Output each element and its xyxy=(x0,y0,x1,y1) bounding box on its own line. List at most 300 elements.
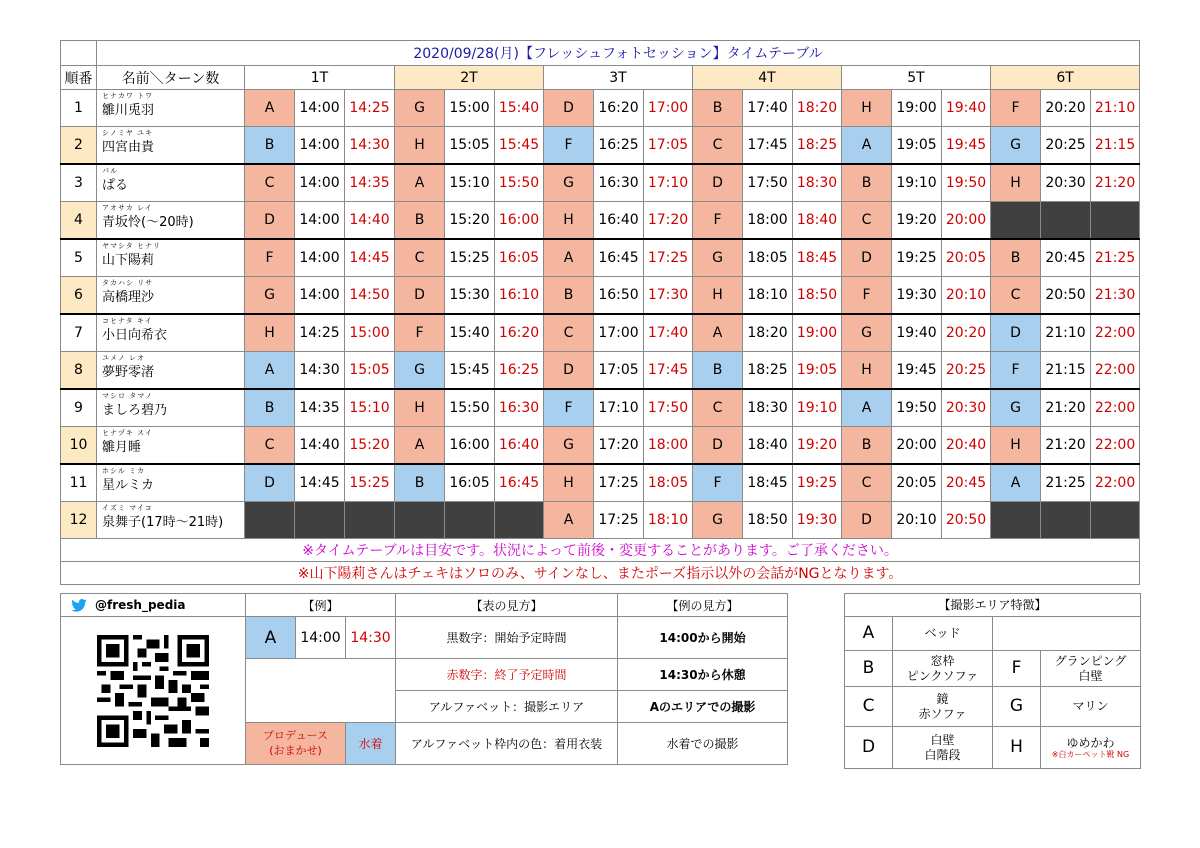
area-letter: C xyxy=(842,464,892,502)
start-time: 18:40 xyxy=(743,427,793,465)
performer-name: 夢野零渚 xyxy=(102,365,155,380)
area-f-desc: グランピング 白壁 xyxy=(1041,651,1141,687)
start-time: 17:20 xyxy=(594,427,644,465)
start-time: 20:00 xyxy=(892,427,942,465)
qr-code-icon xyxy=(97,635,209,747)
start-time: 17:00 xyxy=(594,314,644,352)
area-letter: H xyxy=(991,427,1041,465)
performer-furigana: アオサカ レイ xyxy=(102,204,153,212)
start-time: 19:50 xyxy=(892,389,942,427)
area-letter: H xyxy=(245,314,295,352)
area-letter: A xyxy=(544,239,594,277)
end-time: 20:45 xyxy=(942,464,991,502)
performer-name: 青坂怜(～20時) xyxy=(102,215,194,230)
area-letter: D xyxy=(544,352,594,390)
start-time: 17:40 xyxy=(743,90,793,127)
area-label-f: F xyxy=(993,651,1041,687)
area-letter: D xyxy=(395,277,445,315)
table-row xyxy=(61,389,1140,427)
end-time: 16:05 xyxy=(495,239,544,277)
howto-red-example: 14:30から休憩 xyxy=(618,659,788,691)
turn-header-5: 5T xyxy=(842,66,991,90)
performer-name: 小日向希衣 xyxy=(102,328,168,343)
end-time: 14:45 xyxy=(345,239,395,277)
area-letter: H xyxy=(544,202,594,240)
end-time: 19:10 xyxy=(793,389,842,427)
start-time: 18:05 xyxy=(743,239,793,277)
area-letter: H xyxy=(842,352,892,390)
end-time: 16:45 xyxy=(495,464,544,502)
area-letter: B xyxy=(245,389,295,427)
area-letter: F xyxy=(991,352,1041,390)
performer-furigana: マシロ タマノ xyxy=(102,392,154,400)
example-area: A xyxy=(246,617,296,659)
start-time: 14:00 xyxy=(295,277,345,315)
start-time: 18:50 xyxy=(743,502,793,539)
start-time: 15:50 xyxy=(445,389,495,427)
blocked-slot xyxy=(245,502,295,539)
performer-name: ましろ碧乃 xyxy=(102,403,168,418)
start-time: 18:45 xyxy=(743,464,793,502)
area-letter: A xyxy=(693,314,743,352)
end-time: 17:40 xyxy=(644,314,693,352)
order-header: 順番 xyxy=(61,66,97,90)
start-time: 21:20 xyxy=(1041,389,1091,427)
area-letter: A xyxy=(395,427,445,465)
area-g-desc: マリン xyxy=(1041,687,1141,727)
end-time: 17:50 xyxy=(644,389,693,427)
table-row xyxy=(61,90,1140,127)
area-letter: G xyxy=(991,127,1041,165)
performer-name: 星ルミカ xyxy=(102,478,155,493)
start-time: 16:40 xyxy=(594,202,644,240)
area-letter: A xyxy=(245,352,295,390)
start-time: 18:25 xyxy=(743,352,793,390)
row-number: 9 xyxy=(61,389,97,427)
end-time: 15:25 xyxy=(345,464,395,502)
performer-name-cell xyxy=(97,239,245,277)
start-time: 14:00 xyxy=(295,202,345,240)
start-time: 20:10 xyxy=(892,502,942,539)
start-time: 20:25 xyxy=(1041,127,1091,165)
start-time: 16:20 xyxy=(594,90,644,127)
start-time: 15:25 xyxy=(445,239,495,277)
end-time: 18:40 xyxy=(793,202,842,240)
row-number: 6 xyxy=(61,277,97,315)
end-time: 14:50 xyxy=(345,277,395,315)
performer-furigana: イズミ マイコ xyxy=(102,504,153,512)
end-time: 19:45 xyxy=(942,127,991,165)
table-row xyxy=(61,239,1140,277)
performer-furigana: シノミヤ ユキ xyxy=(102,129,153,137)
area-letter: G xyxy=(991,389,1041,427)
area-letter: C xyxy=(245,427,295,465)
start-time: 20:20 xyxy=(1041,90,1091,127)
performer-name-cell xyxy=(97,314,245,352)
start-time: 14:00 xyxy=(295,239,345,277)
twitter-icon xyxy=(71,599,87,612)
end-time: 20:50 xyxy=(942,502,991,539)
end-time: 22:00 xyxy=(1091,314,1140,352)
start-time: 16:30 xyxy=(594,164,644,202)
start-time: 17:25 xyxy=(594,464,644,502)
page-title: 2020/09/28(月)【フレッシュフォトセッション】タイムテーブル xyxy=(97,41,1140,66)
performer-name-cell xyxy=(97,427,245,465)
twitter-handle-text: @fresh_pedia xyxy=(95,598,186,612)
end-time: 16:30 xyxy=(495,389,544,427)
row-number: 5 xyxy=(61,239,97,277)
area-letter: B xyxy=(395,464,445,502)
start-time: 19:40 xyxy=(892,314,942,352)
performer-name: 山下陽莉 xyxy=(102,253,155,268)
end-time: 20:30 xyxy=(942,389,991,427)
blocked-slot xyxy=(395,502,445,539)
start-time: 19:20 xyxy=(892,202,942,240)
table-row xyxy=(61,502,1140,539)
end-time: 15:10 xyxy=(345,389,395,427)
performer-name: 泉舞子(17時～21時) xyxy=(102,515,224,530)
end-time: 20:05 xyxy=(942,239,991,277)
end-time: 20:00 xyxy=(942,202,991,240)
area-letter: B xyxy=(395,202,445,240)
row-number: 1 xyxy=(61,90,97,127)
turn-header-6: 6T xyxy=(991,66,1140,90)
blocked-slot xyxy=(495,502,544,539)
end-time: 21:10 xyxy=(1091,90,1140,127)
blocked-slot xyxy=(1041,202,1091,240)
end-time: 17:05 xyxy=(644,127,693,165)
table-row xyxy=(61,202,1140,240)
timetable xyxy=(60,40,1140,585)
start-time: 21:25 xyxy=(1041,464,1091,502)
area-letter: F xyxy=(245,239,295,277)
legend-table xyxy=(60,593,841,765)
start-time: 19:30 xyxy=(892,277,942,315)
area-letter: B xyxy=(991,239,1041,277)
start-time: 14:00 xyxy=(295,164,345,202)
howto-color: アルファベット枠内の色：着用衣装 xyxy=(396,723,618,765)
end-time: 18:50 xyxy=(793,277,842,315)
end-time: 17:00 xyxy=(644,90,693,127)
performer-furigana: ユメノ レオ xyxy=(102,354,146,362)
area-letter: B xyxy=(842,427,892,465)
performer-furigana: ヤマシタ ヒナリ xyxy=(102,242,161,250)
area-letter: D xyxy=(991,314,1041,352)
performer-name: 雛月睡 xyxy=(102,440,142,455)
blocked-slot xyxy=(991,502,1041,539)
start-time: 19:45 xyxy=(892,352,942,390)
area-letter: B xyxy=(842,164,892,202)
area-letter: A xyxy=(544,502,594,539)
end-time: 18:25 xyxy=(793,127,842,165)
end-time: 19:00 xyxy=(793,314,842,352)
area-label-d: D xyxy=(845,727,893,769)
row-number: 2 xyxy=(61,127,97,165)
blocked-slot xyxy=(1041,502,1091,539)
area-letter: C xyxy=(991,277,1041,315)
area-letter: H xyxy=(991,164,1041,202)
blocked-slot xyxy=(295,502,345,539)
start-time: 15:40 xyxy=(445,314,495,352)
name-header: 名前＼ターン数 xyxy=(97,66,245,90)
start-time: 16:25 xyxy=(594,127,644,165)
end-time: 16:10 xyxy=(495,277,544,315)
end-time: 15:50 xyxy=(495,164,544,202)
performer-name-cell xyxy=(97,90,245,127)
area-letter: A xyxy=(842,389,892,427)
area-c-desc: 鏡 赤ソファ xyxy=(893,687,993,727)
area-features-table xyxy=(844,593,1141,769)
start-time: 18:10 xyxy=(743,277,793,315)
start-time: 15:30 xyxy=(445,277,495,315)
area-letter: C xyxy=(544,314,594,352)
end-time: 14:30 xyxy=(345,127,395,165)
start-time: 14:00 xyxy=(295,90,345,127)
start-time: 20:30 xyxy=(1041,164,1091,202)
blocked-slot xyxy=(991,202,1041,240)
end-time: 15:40 xyxy=(495,90,544,127)
start-time: 21:20 xyxy=(1041,427,1091,465)
end-time: 15:00 xyxy=(345,314,395,352)
start-time: 19:10 xyxy=(892,164,942,202)
blocked-slot xyxy=(1091,202,1140,240)
end-time: 17:20 xyxy=(644,202,693,240)
howto-black-example: 14:00から開始 xyxy=(618,617,788,659)
start-time: 15:45 xyxy=(445,352,495,390)
area-letter: B xyxy=(693,352,743,390)
produce-swatch: プロデュース (おまかせ) xyxy=(246,723,346,765)
end-time: 19:25 xyxy=(793,464,842,502)
area-letter: G xyxy=(544,164,594,202)
example-header: 【例】 xyxy=(246,594,396,617)
table-row xyxy=(61,277,1140,315)
end-time: 21:30 xyxy=(1091,277,1140,315)
end-time: 16:25 xyxy=(495,352,544,390)
howto-header: 【表の見方】 xyxy=(396,594,618,617)
end-time: 20:25 xyxy=(942,352,991,390)
start-time: 21:15 xyxy=(1041,352,1091,390)
howto-red: 赤数字：終了予定時間 xyxy=(396,659,618,691)
start-time: 20:05 xyxy=(892,464,942,502)
performer-name-cell xyxy=(97,277,245,315)
area-letter: H xyxy=(544,464,594,502)
end-time: 22:00 xyxy=(1091,389,1140,427)
end-time: 21:25 xyxy=(1091,239,1140,277)
blocked-slot xyxy=(345,502,395,539)
end-time: 20:40 xyxy=(942,427,991,465)
start-time: 17:45 xyxy=(743,127,793,165)
row-number: 12 xyxy=(61,502,97,539)
end-time: 21:15 xyxy=(1091,127,1140,165)
area-label-c: C xyxy=(845,687,893,727)
end-time: 17:25 xyxy=(644,239,693,277)
area-letter: C xyxy=(245,164,295,202)
start-time: 20:45 xyxy=(1041,239,1091,277)
blocked-slot xyxy=(445,502,495,539)
example-start: 14:00 xyxy=(296,617,346,659)
area-features-header: 【撮影エリア特徴】 xyxy=(845,594,1141,617)
start-time: 17:25 xyxy=(594,502,644,539)
performer-furigana: ヒナヅキ スイ xyxy=(102,429,154,437)
performer-name-cell xyxy=(97,502,245,539)
table-row xyxy=(61,164,1140,202)
table-row xyxy=(61,464,1140,502)
howto-letter: アルファベット：撮影エリア xyxy=(396,691,618,723)
area-label-g: G xyxy=(993,687,1041,727)
performer-furigana: コヒナタ キイ xyxy=(102,317,153,325)
start-time: 14:40 xyxy=(295,427,345,465)
end-time: 18:10 xyxy=(644,502,693,539)
start-time: 15:05 xyxy=(445,127,495,165)
turn-header-3: 3T xyxy=(544,66,693,90)
start-time: 16:50 xyxy=(594,277,644,315)
start-time: 19:00 xyxy=(892,90,942,127)
table-row xyxy=(61,352,1140,390)
area-letter: A xyxy=(991,464,1041,502)
start-time: 14:35 xyxy=(295,389,345,427)
howto-color-example: 水着での撮影 xyxy=(618,723,788,765)
area-letter: B xyxy=(544,277,594,315)
end-time: 16:20 xyxy=(495,314,544,352)
performer-name-cell xyxy=(97,164,245,202)
start-time: 15:00 xyxy=(445,90,495,127)
performer-name-cell xyxy=(97,464,245,502)
turn-header-4: 4T xyxy=(693,66,842,90)
performer-name: 四宮由貴 xyxy=(102,140,155,155)
end-time: 14:25 xyxy=(345,90,395,127)
start-time: 19:25 xyxy=(892,239,942,277)
end-time: 19:05 xyxy=(793,352,842,390)
start-time: 18:00 xyxy=(743,202,793,240)
area-letter: G xyxy=(245,277,295,315)
performer-furigana: ホシル ミカ xyxy=(102,467,146,475)
row-number: 11 xyxy=(61,464,97,502)
area-letter: F xyxy=(991,90,1041,127)
end-time: 22:00 xyxy=(1091,427,1140,465)
start-time: 15:20 xyxy=(445,202,495,240)
area-label-a: A xyxy=(845,617,893,651)
start-time: 19:05 xyxy=(892,127,942,165)
end-time: 15:45 xyxy=(495,127,544,165)
area-letter: G xyxy=(395,352,445,390)
area-letter: C xyxy=(395,239,445,277)
area-label-b: B xyxy=(845,651,893,687)
area-h-desc: ゆめかわ ※白カーペット靴 NG xyxy=(1041,727,1141,769)
table-row xyxy=(61,427,1140,465)
start-time: 18:30 xyxy=(743,389,793,427)
area-letter: D xyxy=(544,90,594,127)
end-time: 16:00 xyxy=(495,202,544,240)
end-time: 18:45 xyxy=(793,239,842,277)
performer-name-cell xyxy=(97,389,245,427)
end-time: 22:00 xyxy=(1091,464,1140,502)
swimsuit-swatch: 水着 xyxy=(346,723,396,765)
end-time: 16:40 xyxy=(495,427,544,465)
area-letter: C xyxy=(842,202,892,240)
performer-furigana: パル xyxy=(102,167,118,175)
area-letter: G xyxy=(693,502,743,539)
row-number: 7 xyxy=(61,314,97,352)
howto-black: 黒数字：開始予定時間 xyxy=(396,617,618,659)
start-time: 16:00 xyxy=(445,427,495,465)
area-letter: B xyxy=(245,127,295,165)
area-letter: D xyxy=(245,464,295,502)
area-letter: H xyxy=(395,127,445,165)
area-letter: F xyxy=(544,127,594,165)
area-letter: A xyxy=(842,127,892,165)
row-number: 8 xyxy=(61,352,97,390)
area-letter: F xyxy=(544,389,594,427)
performer-name: 雛川兎羽 xyxy=(102,103,155,118)
area-letter: D xyxy=(693,427,743,465)
schedule-note: ※タイムテーブルは目安です。状況によって前後・変更することがあります。ご了承ください。 xyxy=(61,539,1140,562)
area-letter: F xyxy=(842,277,892,315)
end-time: 15:20 xyxy=(345,427,395,465)
performer-furigana: タカハシ リサ xyxy=(102,279,154,287)
performer-name-cell xyxy=(97,352,245,390)
start-time: 17:10 xyxy=(594,389,644,427)
start-time: 20:50 xyxy=(1041,277,1091,315)
area-letter: D xyxy=(842,502,892,539)
table-row xyxy=(61,314,1140,352)
start-time: 17:05 xyxy=(594,352,644,390)
end-time: 17:10 xyxy=(644,164,693,202)
start-time: 16:45 xyxy=(594,239,644,277)
twitter-handle[interactable] xyxy=(61,594,246,617)
area-letter: G xyxy=(842,314,892,352)
start-time: 21:10 xyxy=(1041,314,1091,352)
area-letter: G xyxy=(544,427,594,465)
start-time: 14:30 xyxy=(295,352,345,390)
area-letter: H xyxy=(395,389,445,427)
area-letter: F xyxy=(693,464,743,502)
area-a-desc: ベッド xyxy=(893,617,993,651)
end-time: 22:00 xyxy=(1091,352,1140,390)
row-number: 3 xyxy=(61,164,97,202)
restriction-note: ※山下陽莉さんはチェキはソロのみ、サインなし、またポーズ指示以外の会話がNGとなります。 xyxy=(61,562,1140,585)
end-time: 18:05 xyxy=(644,464,693,502)
start-time: 16:05 xyxy=(445,464,495,502)
end-time: 21:20 xyxy=(1091,164,1140,202)
area-letter: G xyxy=(693,239,743,277)
start-time: 14:00 xyxy=(295,127,345,165)
end-time: 18:00 xyxy=(644,427,693,465)
howto-letter-example: Aのエリアでの撮影 xyxy=(618,691,788,723)
end-time: 14:35 xyxy=(345,164,395,202)
area-d-desc: 白壁 白階段 xyxy=(893,727,993,769)
end-time: 15:05 xyxy=(345,352,395,390)
turn-header-1: 1T xyxy=(245,66,395,90)
start-time: 17:50 xyxy=(743,164,793,202)
end-time: 19:20 xyxy=(793,427,842,465)
area-b-desc: 窓枠 ピンクソファ xyxy=(893,651,993,687)
end-time: 17:30 xyxy=(644,277,693,315)
area-letter: C xyxy=(693,389,743,427)
area-letter: F xyxy=(395,314,445,352)
end-time: 17:45 xyxy=(644,352,693,390)
turn-header-2: 2T xyxy=(395,66,544,90)
end-time: 20:20 xyxy=(942,314,991,352)
area-letter: A xyxy=(395,164,445,202)
performer-furigana: ヒナカワ トワ xyxy=(102,92,154,100)
area-letter: H xyxy=(693,277,743,315)
end-time: 18:30 xyxy=(793,164,842,202)
area-label-h: H xyxy=(993,727,1041,769)
start-time: 14:45 xyxy=(295,464,345,502)
blocked-slot xyxy=(1091,502,1140,539)
start-time: 14:25 xyxy=(295,314,345,352)
start-time: 18:20 xyxy=(743,314,793,352)
